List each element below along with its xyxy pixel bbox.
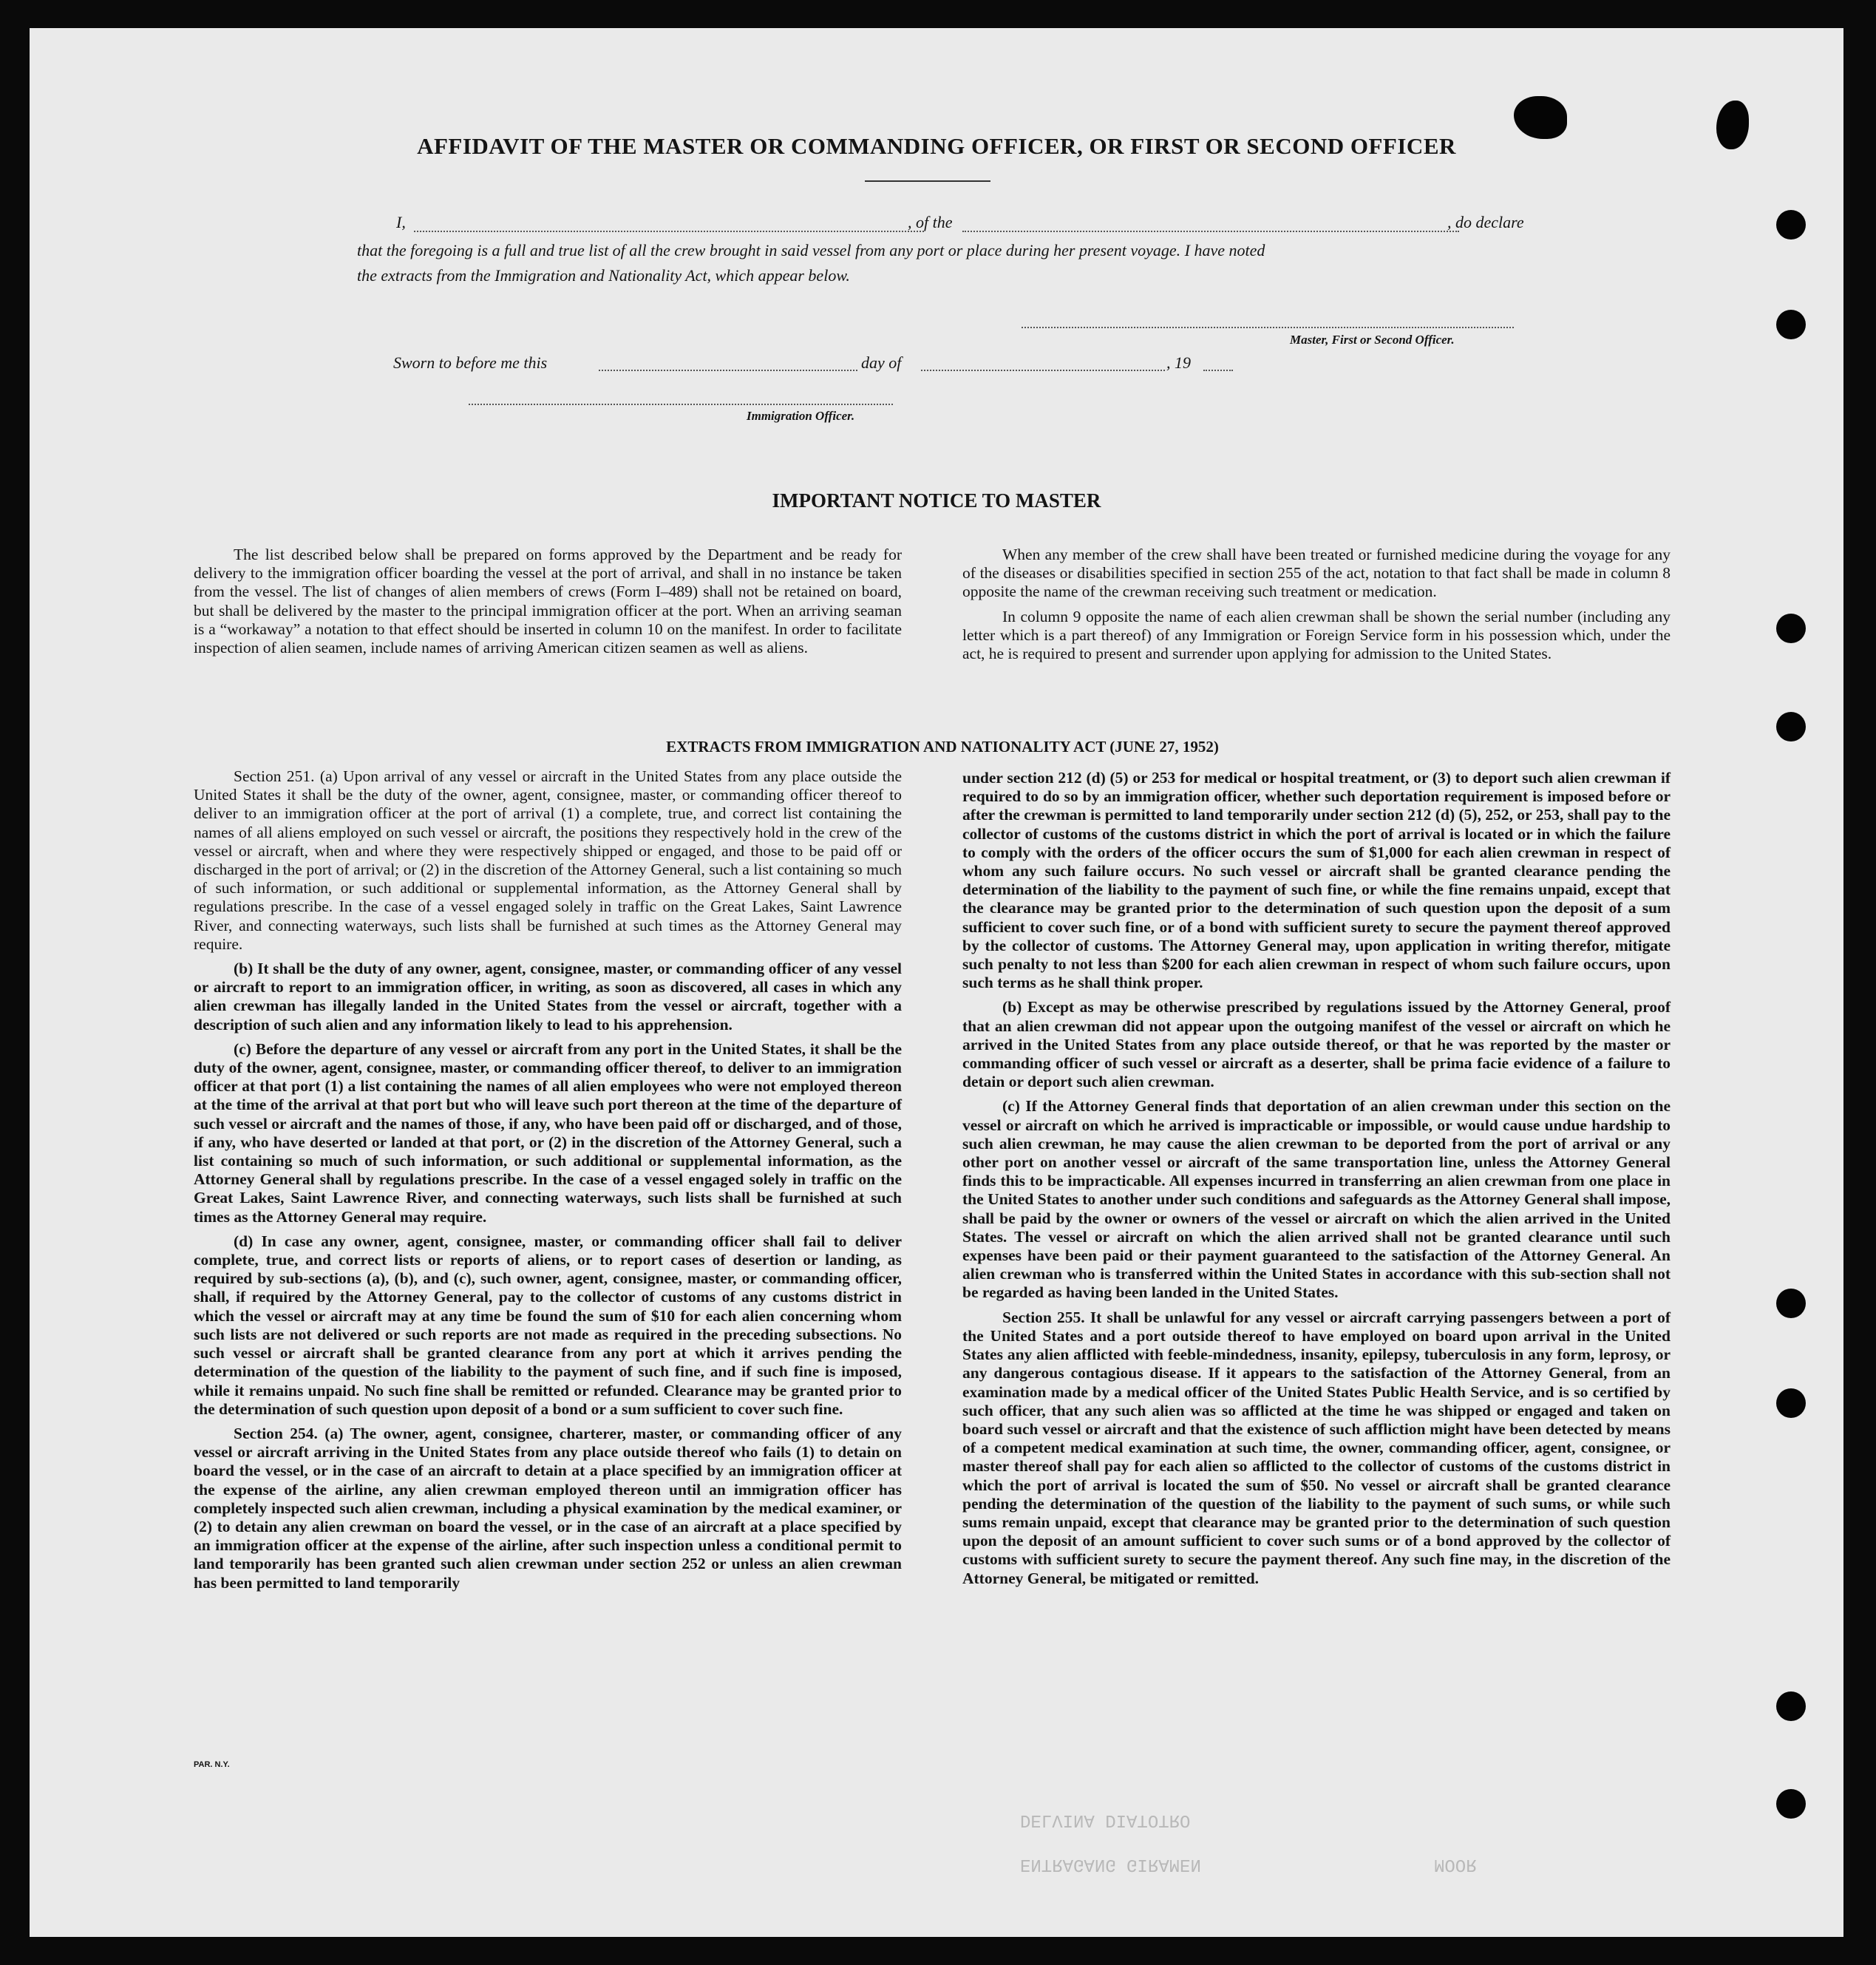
sworn-label: Sworn to before me this <box>393 353 548 372</box>
declarant-name-field[interactable] <box>414 231 924 232</box>
section-paragraph: (c) If the Attorney General finds that deportation of an alien crewman under this section on the vessel or aircraft on which he arrived is impracticable or impossible, or would cause undue hardship to such alien crewman, he may cause the alien crewman to be deported from the port of arrival or any other port on another vessel or aircraft of the same transportation line, unless the Attorney General finds this to be impracticable. All expenses incurred in transferring an alien crewman from one place in the United States to another under such conditions and safeguards as the Attorney General shall impose, shall be paid by the owner or owners of the vessel or aircraft on which the alien arrived in the United States. The vessel or aircraft on which the alien arrived shall not be granted clearance until such expenses have been paid or their payment guaranteed to the satisfaction of the Attorney General. An alien crewman who is transferred within the United States in accordance with this sub-section shall not be regarded as having been landed in the United States. <box>962 1097 1671 1302</box>
notice-title: IMPORTANT NOTICE TO MASTER <box>772 489 1101 512</box>
section-paragraph: Section 254. (a) The owner, agent, consignee, charterer, master, or commanding officer of any vessel or aircraft arriving in the United States from any place outside thereof who fails (1) to detain on board the vessel, or in the case of an aircraft to detain at a place specified by an immigration officer at the expense of the airline, any alien crewman employed thereon until an immigration officer has completely inspected such alien crewman, including a physical examination by the medical examiner, or (2) to detain any alien crewman on board the vessel, or in the case of an aircraft at a place specified by an immigration officer at the expense of the airline, after such inspection unless a conditional permit to land temporarily has been granted such alien crewman under section 252 or unless an alien crewman has been permitted to land temporarily <box>194 1424 902 1592</box>
year-label: , 19 <box>1166 353 1191 372</box>
master-signature-caption: Master, First or Second Officer. <box>1290 333 1455 347</box>
document-page: DELVINA DIATOTRO ENTRAGANG GIRAMEN MOOR AFFIDAVIT OF THE MASTER OR COMMANDING OFFICER, OR FIRST OR SECOND OFFICER I, , of the , do declare that the foregoing is a full and true list of all the crew brought in said vessel from any port or place during her present voyage. I have noted the extracts from the Immigration and Nationality Act, which appear below. Master, First or Second Officer. Sworn to before me this day of , 19 Immigration Officer. IMPORTANT NOTICE TO MASTER The list described below shall be prepared on forms approved by the Department and be ready for delivery to the immigration officer boarding the vessel at the port of arrival, and shall in no instance be taken from the vessel. The list of changes of alien members of crews (Form I–489) shall not be retained on board, but shall be delivered by the master to the principal immigration officer at the port. When an arriving seaman is a “workaway” a notation to that effect should be inserted in column 10 on the manifest. In order to facilitate inspection of alien seamen, include names of arriving American citizen seamen as well as aliens. When any member of the crew shall have been treated or furnished medicine during the voyage for any of the diseases or disabilities specified in section 255 of the act, notation to that fact shall be made in column 8 opposite the name of the crewman receiving such treatment or medication. In column 9 opposite the name of each alien crewman shall be shown the serial number (including any letter which is a part thereof) of any Immigration or Foreign Service form in his possession which, under the act, he is required to present and surrender upon applying for admission to the United States. EXTRACTS FROM IMMIGRATION AND NATIONALITY ACT (JUNE 27, 1952) Section 251. (a) Upon arrival of any vessel or aircraft in the United States from any place outside the United States it shall be the duty of the owner, agent, consignee, master, or commanding officer thereof to deliver to an immigration officer at the port of arrival (1) a complete, true, and correct list containing the names of all aliens employed on such vessel or aircraft, the positions they respectively hold in the crew of the vessel or aircraft, when and where they were respectively shipped or engaged, and those to be paid off or discharged in the port of arrival; or (2) in the discretion of the Attorney General, such a list containing so much of such information, or such additional or supplemental information, as the Attorney General shall by regulations prescribe. In the case of a vessel engaged solely in traffic on the Great Lakes, Saint Lawrence River, and connecting waterways, such lists shall be furnished at such times as the Attorney General may require. (b) It shall be the duty of any owner, agent, consignee, master, or commanding officer of any vessel or aircraft to report to an immigration officer, in writing, as soon as discovered, all cases in which any alien crewman has illegally landed in the United States from the vessel or aircraft, together with a description of such alien and any information likely to lead to his apprehension. (c) Before the departure of any vessel or aircraft from any port in the United States, it shall be the duty of the owner, agent, consignee, master, or commanding officer thereof, to deliver to an immigration officer at that port (1) a list containing the names of all alien employees who were not employed thereon at the time of the arrival at that port but who will leave such port thereon at the time of the departure of such vessel or aircraft and the names of those, if any, who have been paid off or discharged, and of those, if any, who have deserted or landed at that port, or (2) in the discretion of the Attorney General, such a list containing so much of such information, or such additional or supplemental information, as the Attorney General shall by regulations prescribe. In the case of a vessel engaged solely in traffic on the Great Lakes, Saint Lawrence River, and connecting waterways, such lists shall be furnished at such times as the Attorney General may require. (d) In case any owner, agent, consignee, master, or commanding officer shall fail to deliver complete, true, and correct lists or reports of aliens, or to report cases of desertion or landing, as required by sub-sections (a), (b), and (c), such owner, agent, consignee, master, or commanding officer, shall, if required by the Attorney General, pay to the collector of customs of any customs district in which the vessel or aircraft may at any time be found the sum of $10 for each alien concerning whom such lists are not delivered or such reports are not made as required in the preceding subsections. No such vessel or aircraft shall be granted clearance from any port at which it arrives pending the determination of the question of the liability to the payment of such fine, and if such fine is imposed, while it remains unpaid. No such fine shall be remitted or refunded. Clearance may be granted prior to the determination of such question upon deposit of a bond or a sum sufficient to cover such fine. Section 254. (a) The owner, agent, consignee, charterer, master, or commanding officer of any vessel or aircraft arriving in the United States from any place outside thereof who fails (1) to detain on board the vessel, or in the case of an aircraft to detain at a place specified by an immigration officer at the expense of the airline, any alien crewman employed thereon until an immigration officer has completely inspected such alien crewman, including a physical examination by the medical examiner, or (2) to detain any alien crewman on board the vessel, or in the case of an aircraft at a place specified by an immigration officer at the expense of the airline, after such inspection unless a conditional permit to land temporarily has been granted such alien crewman under section 252 or unless an alien crewman has been permitted to land temporarily under section 212 (d) (5) or 253 for medical or hospital treatment, or (3) to deport such alien crewman if required to do so by an immigration officer, whether such deportation requirement is imposed before or after the crewman is permitted to land temporarily under section 212 (d) (5), 252, or 253, shall pay to the collector of customs of the customs district in which the port of arrival is located or in which the failure to comply with the orders of the officer occurs the sum of $1,000 for each alien crewman in respect of whom any such failure occurs. No such vessel or aircraft shall be granted clearance pending the determination of the liability to the payment of such fine, or while the fine remains unpaid, except that the clearance may be granted prior to the determination of such question upon the deposit of a sum sufficient to cover such fine, or of a bond with sufficient surety to secure the payment thereof approved by the collector of customs. The Attorney General may, upon application in writing therefor, mitigate such penalty to not less than $200 for each alien crewman in respect of whom such failure occurs, upon such terms as he shall think proper. (b) Except as may be otherwise prescribed by regulations issued by the Attorney General, proof that an alien crewman did not appear upon the outgoing manifest of the vessel or aircraft on which he arrived in the United States from any place outside thereof, or that he was reported by the master or commanding officer of such vessel or aircraft as a deserter, shall be prima facie evidence of a failure to detain or deport such alien crewman. (c) If the Attorney General finds that deportation of an alien crewman under this section on the vessel or aircraft on which he arrived is impracticable or impossible, or would cause undue hardship to such alien crewman, he may cause the alien crewman to be deported from the port of arrival or any other port on another vessel or aircraft of the same transportation line, unless the Attorney General finds this to be impracticable. All expenses incurred in transferring an alien crewman from one place in the United States to another under such conditions and safeguards as the Attorney General shall impose, shall be paid by the owner or owners of the vessel or aircraft on which the alien arrived in the United States. The vessel or aircraft on which the alien arrived shall not be granted clearance until such expenses have been paid or their payment guaranteed to the satisfaction of the Attorney General. An alien crewman who is transferred within the United States in accordance with this sub-section shall not be regarded as having been landed in the United States. Section 255. It shall be unlawful for any vessel or aircraft carrying passengers between a port of the United States and a port outside thereof to have employed on board upon arrival in the United States any alien afflicted with feeble-mindedness, insanity, epilepsy, tuberculosis in any form, leprosy, or any dangerous contagious disease. If it appears to the satisfaction of the Attorney General, from an examination made by a medical officer of the United States Public Health Service, and is so certified by such officer, that any such alien was so afflicted at the time he was shipped or engaged and taken on board such vessel or aircraft and that the existence of such affliction might have been detected by means of a competent medical examination at such time, the owner, commanding officer, agent, consignee, or master thereof shall pay for each alien so afflicted to the collector of customs of the customs district in which the port of arrival is located the sum of $50. No vessel or aircraft shall be granted clearance pending the determination of the question of the liability to the payment of such sums, or while such sums remain unpaid, except that clearance may be granted prior to the determination of such question upon the deposit of an amount sufficient to cover such sums or of a bond approved by the collector of customs with sufficient surety to secure the payment thereof. Any such fine may, in the discretion of the Attorney General, be mitigated or remitted. PAR. N.Y. <box>30 28 1843 1937</box>
day-of-label: day of <box>861 353 902 372</box>
extracts-title: EXTRACTS FROM IMMIGRATION AND NATIONALITY ACT (JUNE 27, 1952) <box>666 738 1219 756</box>
title-divider <box>865 180 990 182</box>
extracts-left-column <box>194 767 902 1598</box>
notice-right-column <box>962 546 1671 669</box>
sworn-year-field[interactable] <box>1203 370 1233 371</box>
affidavit-title: AFFIDAVIT OF THE MASTER OR COMMANDING OFFICER, OR FIRST OR SECOND OFFICER <box>417 133 1456 159</box>
immigration-officer-signature-field[interactable] <box>469 404 893 405</box>
punch-hole <box>1776 210 1806 240</box>
notice-paragraph: When any member of the crew shall have been treated or furnished medicine during the voyage for any of the diseases or disabilities specified in section 255 of the act, notation to that fact shall be made in column 8 opposite the name of the crewman receiving such treatment or medication. <box>962 546 1671 601</box>
section-paragraph: (c) Before the departure of any vessel or aircraft from any port in the United States, it shall be the duty of the owner, agent, consignee, master, or commanding officer thereof, to deliver to an immigration officer at that port (1) a list containing the names of all alien employees who were not employed thereon at the time of the arrival at that port but who will leave such port thereon at the time of the departure of such vessel or aircraft and the names of those, if any, who have been paid off or discharged, and of those, if any, who have deserted or landed at that port, or (2) in the discretion of the Attorney General, such a list containing so much of such information, or such additional or supplemental information, as the Attorney General shall by regulations prescribe. In the case of a vessel engaged solely in traffic on the Great Lakes, Saint Lawrence River, and connecting waterways, such lists shall be furnished at such times as the Attorney General may require. <box>194 1039 902 1226</box>
punch-hole <box>1776 1289 1806 1318</box>
punch-hole <box>1776 614 1806 643</box>
sworn-day-field[interactable] <box>599 370 857 371</box>
section-paragraph: Section 255. It shall be unlawful for any vessel or aircraft carrying passengers between a port of the United States and a port outside thereof to have employed on board upon arrival in the United States any alien afflicted with feeble-mindedness, insanity, epilepsy, tuberculosis in any form, leprosy, or any dangerous contagious disease. If it appears to the satisfaction of the Attorney General, from an examination made by a medical officer of the United States Public Health Service, and is so certified by such officer, that any such alien was so afflicted at the time he was shipped or engaged and taken on board such vessel or aircraft and that the existence of such affliction might have been detected by means of a competent medical examination at such time, the owner, commanding officer, agent, consignee, or master thereof shall pay for each alien so afflicted to the collector of customs of the customs district in which the port of arrival is located the sum of $50. No vessel or aircraft shall be granted clearance pending the determination of the question of the liability to the payment of such sums, or while such sums remain unpaid, except that clearance may be granted prior to the determination of such question upon the deposit of an amount sufficient to cover such sums or of a bond approved by the collector of customs with sufficient surety to secure the payment thereof. Any such fine may, in the discretion of the Attorney General, be mitigated or remitted. <box>962 1308 1671 1587</box>
punch-hole <box>1776 712 1806 741</box>
vessel-label: , of the <box>908 213 953 231</box>
sworn-month-field[interactable] <box>921 370 1165 371</box>
section-paragraph: (b) Except as may be otherwise prescribed by regulations issued by the Attorney General, proof that an alien crewman did not appear upon the outgoing manifest of the vessel or aircraft on which he arrived in the United States from any place outside thereof, or that he was reported by the master or commanding officer of such vessel or aircraft as a deserter, shall be prima facie evidence of a failure to detain or deport such alien crewman. <box>962 998 1671 1091</box>
declare-label: , do declare <box>1447 213 1524 231</box>
declarant-label: I, <box>396 213 406 231</box>
punch-hole <box>1776 1691 1806 1721</box>
master-signature-field[interactable] <box>1022 327 1514 328</box>
punch-hole <box>1776 1388 1806 1418</box>
section-paragraph: under section 212 (d) (5) or 253 for medical or hospital treatment, or (3) to deport such alien crewman if required to do so by an immigration officer, whether such deportation requirement is imposed before or after the crewman is permitted to land temporarily under section 212 (d) (5), 252, or 253, shall pay to the collector of customs of the customs district in which the port of arrival is located or in which the failure to comply with the orders of the officer occurs the sum of $1,000 for each alien crewman in respect of whom any such failure occurs. No such vessel or aircraft shall be granted clearance pending the determination of the liability to the payment of such fine, or while the fine remains unpaid, except that the clearance may be granted prior to the determination of such question upon the deposit of a sum sufficient to cover such fine, or of a bond with sufficient surety to secure the payment thereof approved by the collector of customs. The Attorney General may, upon application in writing therefor, mitigate such penalty to not less than $200 for each alien crewman in respect of whom such failure occurs, upon such terms as he shall think proper. <box>962 769 1671 992</box>
section-paragraph: (b) It shall be the duty of any owner, agent, consignee, master, or commanding officer of any vessel or aircraft to report to an immigration officer, in writing, as soon as discovered, all cases in which any alien crewman has illegally landed in the United States from the vessel or aircraft, together with a description of such alien and any information likely to lead to his apprehension. <box>194 960 902 1034</box>
punch-hole <box>1776 310 1806 339</box>
section-paragraph: Section 251. (a) Upon arrival of any vessel or aircraft in the United States from any place outside the United States it shall be the duty of the owner, agent, consignee, master, or commanding officer thereof to deliver to an immigration officer at the port of arrival (1) a complete, true, and correct list containing the names of all aliens employed on such vessel or aircraft, the positions they respectively hold in the crew of the vessel or aircraft, when and where they were respectively shipped or engaged, and those to be paid off or discharged in the port of arrival; or (2) in the discretion of the Attorney General, such a list containing so much of such information, or such additional or supplemental information, as the Attorney General shall by regulations prescribe. In the case of a vessel engaged solely in traffic on the Great Lakes, Saint Lawrence River, and connecting waterways, such lists shall be furnished at such times as the Attorney General may require. <box>194 767 902 953</box>
declaration-text: that the foregoing is a full and true list of all the crew brought in said vessel from any port or place during her present voyage. I have noted <box>357 241 1265 259</box>
immigration-officer-caption: Immigration Officer. <box>747 409 855 423</box>
notice-left-column <box>194 546 902 663</box>
notice-paragraph: The list described below shall be prepared on forms approved by the Department and be ready for delivery to the immigration officer boarding the vessel at the port of arrival, and shall in no instance be taken from the vessel. The list of changes of alien members of crews (Form I–489) shall not be retained on board, but shall be delivered by the master to the principal immigration officer at the port. When an arriving seaman is a “workaway” a notation to that effect should be inserted in column 10 on the manifest. In order to facilitate inspection of alien seamen, include names of arriving American citizen seamen as well as aliens. <box>194 546 902 657</box>
declaration-text-cont: the extracts from the Immigration and Nationality Act, which appear below. <box>357 266 850 285</box>
vessel-name-field[interactable] <box>962 231 1459 232</box>
extracts-right-column <box>962 769 1671 1594</box>
punch-hole <box>1776 1789 1806 1819</box>
printer-mark: PAR. N.Y. <box>194 1760 230 1769</box>
notice-paragraph: In column 9 opposite the name of each alien crewman shall be shown the serial number (including any letter which is a part thereof) of any Immigration or Foreign Service form in his possession which, under the act, he is required to present and surrender upon applying for admission to the United States. <box>962 607 1671 663</box>
section-paragraph: (d) In case any owner, agent, consignee, master, or commanding officer shall fail to deliver complete, true, and correct lists or reports of aliens, or to report cases of desertion or landing, as required by sub-sections (a), (b), and (c), such owner, agent, consignee, master, or commanding officer, shall, if required by the Attorney General, pay to the collector of customs of any customs district in which the vessel or aircraft may at any time be found the sum of $10 for each alien concerning whom such lists are not delivered or such reports are not made as required in the preceding subsections. No such vessel or aircraft shall be granted clearance from any port at which it arrives pending the determination of the question of the liability to the payment of such fine, and if such fine is imposed, while it remains unpaid. No such fine shall be remitted or refunded. Clearance may be granted prior to the determination of such question upon deposit of a bond or a sum sufficient to cover such fine. <box>194 1232 902 1418</box>
